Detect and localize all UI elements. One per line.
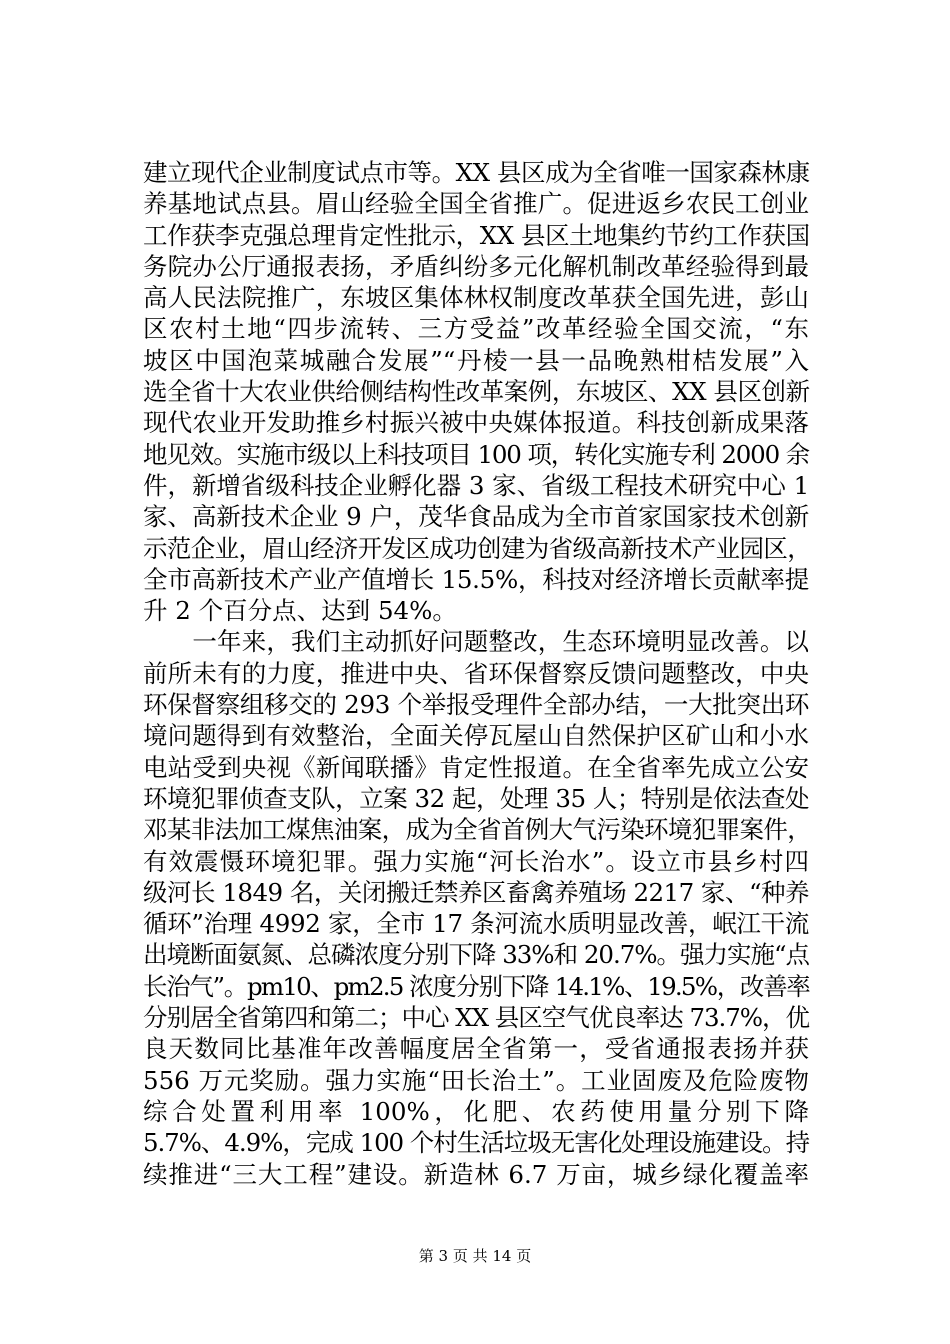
text-line: 一年来，我们主动抓好问题整改，生态环境明显改善。以	[143, 627, 809, 657]
text-line: 高人民法院推广，东坡区集体林权制度改革获全国先进，彭山	[143, 283, 809, 313]
text-line: 循环”治理 4992 家，全市 17 条河流水质明显改善，岷江干流	[143, 909, 809, 939]
text-line: 务院办公厅通报表扬，矛盾纠纷多元化解机制改革经验得到最	[143, 251, 809, 281]
text-line: 坡区中国泡菜城融合发展”“丹棱一县一品晚熟柑桔发展”入	[143, 345, 809, 375]
text-line: 工作获李克强总理肯定性批示，XX 县区土地集约节约工作获国	[143, 220, 810, 250]
text-line: 件，新增省级科技企业孵化器 3 家、省级工程技术研究中心 1	[143, 470, 810, 500]
text-line: 级河长 1849 名，关闭搬迁禁养区畜禽养殖场 2217 家、“种养	[143, 877, 809, 907]
text-line: 全市高新技术产业产值增长 15.5%，科技对经济增长贡献率提	[143, 564, 809, 594]
text-line: 建立现代企业制度试点市等。XX 县区成为全省唯一国家森林康	[143, 158, 810, 187]
text-line: 区农村土地“四步流转、三方受益”改革经验全国交流，“东	[143, 314, 809, 344]
text-line: 升 2 个百分点、达到 54%。	[143, 596, 457, 626]
text-line: 有效震慑环境犯罪。强力实施“河长治水”。设立市县乡村四	[143, 846, 809, 876]
text-line: 556 万元奖励。强力实施“田长治土”。工业固废及危险废物	[143, 1065, 809, 1095]
document-body	[143, 157, 812, 1190]
page-number-footer: 第 3 页 共 14 页	[418, 1247, 532, 1265]
text-line: 长治气”。pm10、pm2.5 浓度分别下降 14.1%、19.5%，改善率	[143, 971, 809, 1001]
text-line: 境问题得到有效整治，全面关停瓦屋山自然保护区矿山和小水	[143, 721, 809, 751]
text-line: 良天数同比基准年改善幅度居全省第一，受省通报表扬并获	[143, 1034, 809, 1064]
text-line: 家、高新技术企业 9 户，茂华食品成为全市首家国家技术创新	[143, 502, 810, 532]
text-line: 5.7%、4.9%，完成 100 个村生活垃圾无害化处理设施建设。持	[143, 1128, 809, 1158]
text-line: 示范企业，眉山经济开发区成功创建为省级高新技术产业园区，	[143, 533, 812, 563]
text-line: 出境断面氨氮、总磷浓度分别下降 33%和 20.7%。强力实施“点	[143, 940, 809, 970]
text-line: 环境犯罪侦查支队，立案 32 起，处理 35 人；特别是依法查处	[143, 783, 809, 813]
text-line: 环保督察组移交的 293 个举报受理件全部办结，一大批突出环	[143, 690, 810, 720]
text-line: 电站受到央视《新闻联播》肯定性报道。在全省率先成立公安	[143, 752, 809, 782]
text-line: 选全省十大农业供给侧结构性改革案例，东坡区、XX 县区创新	[143, 377, 810, 407]
text-line: 养基地试点县。眉山经验全国全省推广。促进返乡农民工创业	[143, 189, 809, 219]
text-line: 邓某非法加工煤焦油案，成为全省首例大气污染环境犯罪案件，	[143, 815, 812, 845]
text-line: 续推进“三大工程”建设。新造林 6.7 万亩，城乡绿化覆盖率	[143, 1159, 809, 1189]
text-line: 现代农业开发助推乡村振兴被中央媒体报道。科技创新成果落	[143, 408, 809, 438]
text-line: 综合处置利用率 100%，化肥、农药使用量分别下降	[143, 1096, 809, 1126]
text-line: 地见效。实施市级以上科技项目 100 项，转化实施专利 2000 余	[143, 439, 809, 469]
text-line: 分别居全省第四和第二；中心 XX 县区空气优良率达 73.7%，优	[143, 1003, 809, 1033]
text-line: 前所未有的力度，推进中央、省环保督察反馈问题整改，中央	[143, 658, 809, 688]
